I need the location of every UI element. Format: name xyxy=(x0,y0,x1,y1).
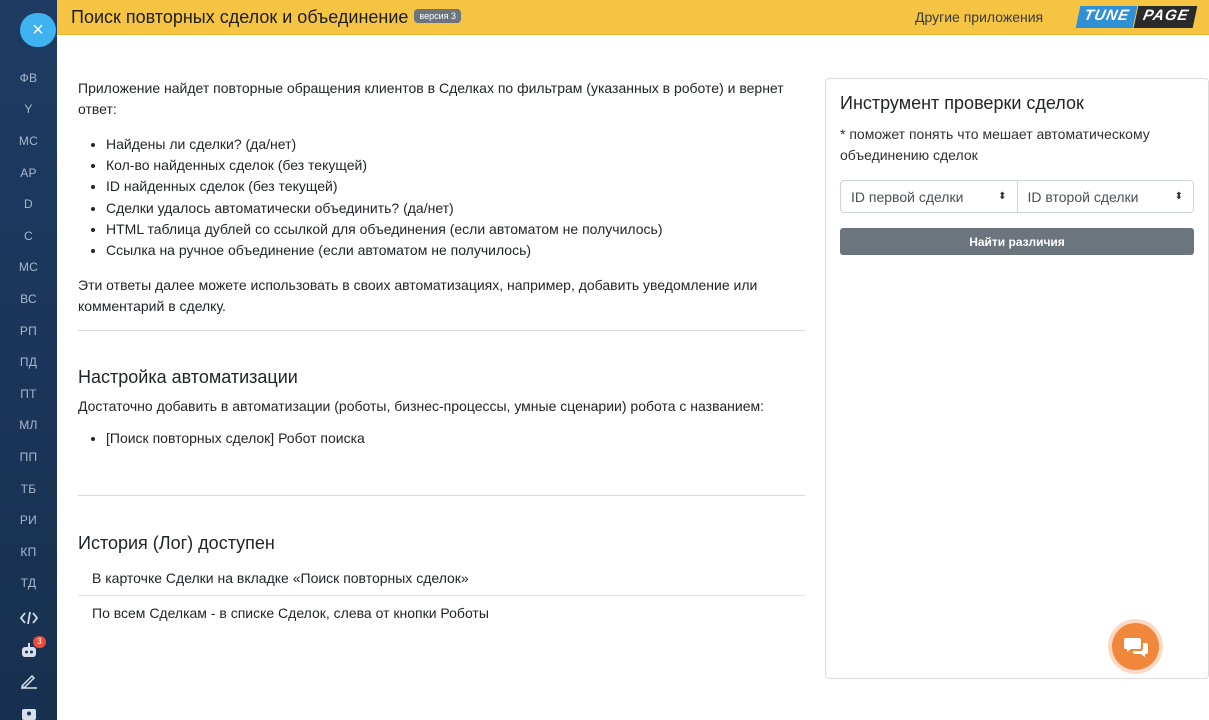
list-item: • Ссылка на ручное объединение (если автоматом не получилось) xyxy=(106,240,805,261)
version-badge: версия 3 xyxy=(414,9,461,23)
list-item: • Найдены ли сделки? (да/нет) xyxy=(106,134,805,155)
history-heading: История (Лог) доступен xyxy=(78,533,275,554)
first-deal-id-input[interactable] xyxy=(840,180,1018,213)
page-title-text: Поиск повторных сделок и объединение xyxy=(71,7,409,27)
code-icon[interactable] xyxy=(0,602,57,634)
app-header xyxy=(57,0,1209,35)
sidebar-item[interactable]: КП xyxy=(20,544,37,559)
first-deal-id-placeholder: ID первой сделки xyxy=(851,188,964,205)
stepper-icon[interactable]: ⬍ xyxy=(1174,191,1183,202)
stepper-icon[interactable]: ⬍ xyxy=(998,191,1007,202)
sidebar-item[interactable]: РИ xyxy=(19,513,38,528)
signature-icon[interactable] xyxy=(0,666,57,698)
notification-badge: 3 xyxy=(33,636,46,648)
second-deal-id-input[interactable] xyxy=(1018,180,1195,213)
divider xyxy=(78,495,805,496)
divider xyxy=(78,330,805,331)
sidebar-app-list xyxy=(0,62,57,599)
sidebar-item[interactable]: D xyxy=(24,197,33,212)
automation-text: Достаточно добавить в автоматизации (роботы, бизнес-процессы, умные сценарии) робота с названием: xyxy=(78,398,764,415)
logo-page-text: PAGE xyxy=(1134,6,1198,28)
other-apps-link[interactable]: Другие приложения xyxy=(915,9,1044,25)
panel-note: * поможет понять что мешает автоматическому объединению сделок xyxy=(840,126,1150,163)
result-list xyxy=(106,134,805,261)
list-item: • HTML таблица дублей со ссылкой для объединения (если автоматом не получилось) xyxy=(106,219,805,240)
close-icon[interactable]: × xyxy=(20,13,56,47)
panel-title: Инструмент проверки сделок xyxy=(840,93,1084,113)
history-row: В карточке Сделки на вкладке «Поиск повторных сделок» xyxy=(78,561,805,596)
main-content xyxy=(78,78,805,630)
sidebar-item[interactable]: ПП xyxy=(19,449,38,464)
sidebar-item[interactable]: ВС xyxy=(20,291,37,306)
sidebar-item[interactable]: РП xyxy=(19,323,38,338)
usage-text: Эти ответы далее можете использовать в своих автоматизациях, например, добавить уведомление или комментарий в сделку. xyxy=(78,277,758,315)
sidebar-item[interactable]: АР xyxy=(20,165,37,180)
sidebar-item[interactable]: МС xyxy=(18,133,39,148)
list-item: • Сделки удалось автоматически объединить? (да/нет) xyxy=(106,198,805,219)
contact-card-icon[interactable] xyxy=(0,698,57,720)
list-item: • ID найденных сделок (без текущей) xyxy=(106,176,805,197)
sidebar-item[interactable]: Y xyxy=(24,102,33,117)
left-sidebar xyxy=(0,0,57,720)
chat-button[interactable] xyxy=(1108,619,1163,674)
intro-text: Приложение найдет повторные обращения клиентов в Сделках по фильтрам (указанных в роботе) и вернет ответ: xyxy=(78,80,784,117)
sidebar-item[interactable]: ПД xyxy=(19,355,38,370)
robot-icon[interactable] xyxy=(0,634,57,666)
sidebar-item[interactable]: С xyxy=(24,228,33,243)
list-item: • Кол-во найденных сделок (без текущей) xyxy=(106,155,805,176)
sidebar-item[interactable]: МЛ xyxy=(19,418,38,433)
page-title xyxy=(71,7,461,28)
robot-list xyxy=(106,430,805,446)
sidebar-item[interactable]: ТД xyxy=(20,576,37,591)
chat-bubble-icon xyxy=(1112,623,1159,670)
logo-tune-text: TUNE xyxy=(1076,6,1138,28)
find-differences-button[interactable]: Найти различия xyxy=(840,228,1194,255)
sidebar-item[interactable]: ТБ xyxy=(20,481,37,496)
deal-check-panel xyxy=(825,78,1209,679)
sidebar-item[interactable]: ФВ xyxy=(19,70,38,85)
sidebar-item[interactable]: ПТ xyxy=(20,386,37,401)
sidebar-item[interactable]: МС xyxy=(18,260,39,275)
second-deal-id-placeholder: ID второй сделки xyxy=(1027,188,1139,205)
sidebar-tools xyxy=(0,602,57,720)
list-item: • [Поиск повторных сделок] Робот поиска xyxy=(106,430,805,446)
automation-heading: Настройка автоматизации xyxy=(78,367,298,388)
history-row: По всем Сделкам - в списке Сделок, слева от кнопки Роботы xyxy=(92,605,489,622)
deal-id-inputs xyxy=(840,180,1194,213)
history-list xyxy=(78,561,805,630)
tunepage-logo[interactable] xyxy=(1078,6,1195,28)
